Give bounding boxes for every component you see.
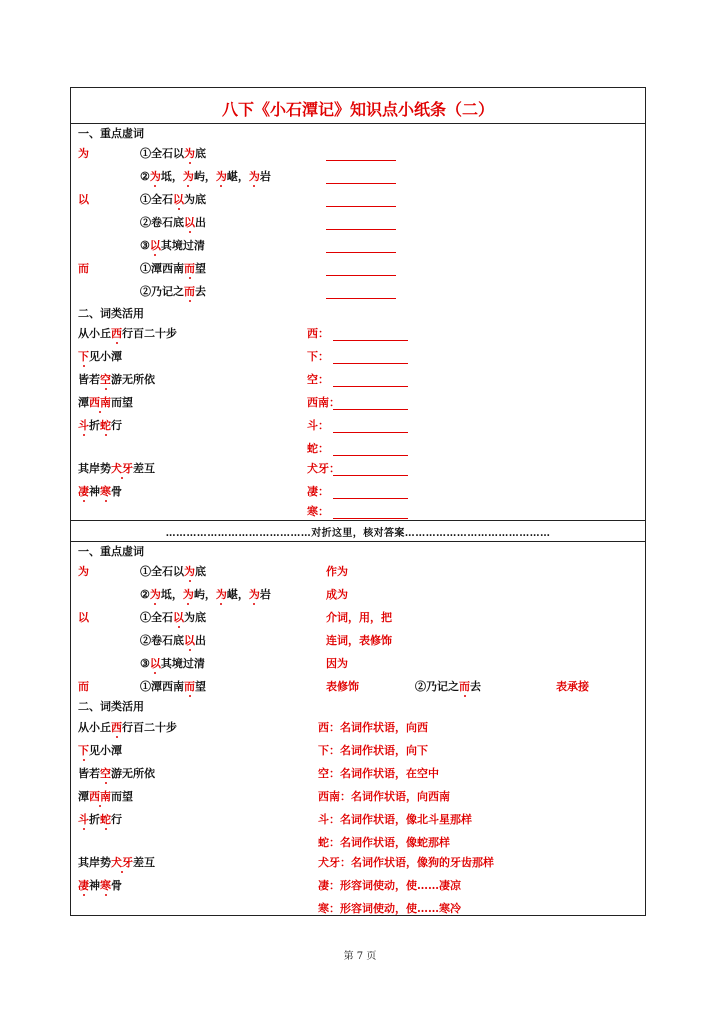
sentence-c6: 其岸势犬牙差互 — [78, 462, 155, 475]
sentence-er-1: ①潭西南而望 — [140, 262, 206, 275]
sentence-c3: 皆若空游无所依 — [78, 767, 155, 780]
answer-text: 斗：名词作状语，像北斗星那样 — [318, 813, 472, 826]
answer-blank[interactable] — [333, 432, 408, 433]
answer-blank[interactable] — [333, 455, 408, 456]
sentence-c5: 斗折蛇行 — [78, 813, 122, 826]
answer-text: 凄：形容词使动，使……凄凉 — [318, 879, 461, 892]
answer-text: 介词，用，把 — [326, 611, 392, 624]
answer-blank[interactable] — [326, 275, 396, 276]
word-er: 而 — [78, 680, 89, 693]
answer-blank[interactable] — [326, 160, 396, 161]
sentence-c6: 其岸势犬牙差互 — [78, 856, 155, 869]
fold-line-top — [70, 520, 646, 521]
sentence-c1: 从小丘西行百二十步 — [78, 327, 177, 340]
answer-text: 犬牙：名词作状语，像狗的牙齿那样 — [318, 856, 494, 869]
answer-text: 蛇：名词作状语，像蛇那样 — [318, 836, 450, 849]
answer-text: 空：名词作状语，在空中 — [318, 767, 439, 780]
answer-blank[interactable] — [326, 229, 396, 230]
sentence-c7: 凄神寒骨 — [78, 879, 122, 892]
word-er: 而 — [78, 262, 89, 275]
answer-text: 西：名词作状语，向西 — [318, 721, 428, 734]
answer-blank[interactable] — [326, 206, 396, 207]
blank-label: 凄： — [307, 485, 329, 498]
blank-label: 寒： — [307, 505, 329, 518]
answer-blank[interactable] — [333, 363, 408, 364]
sentence-c4: 潭西南而望 — [78, 396, 133, 409]
blank-label: 犬牙： — [307, 462, 340, 475]
answer-blank[interactable] — [333, 498, 408, 499]
answer-text: 表修饰 — [326, 680, 359, 693]
fold-line-bottom — [70, 541, 646, 542]
sentence-c2: 下见小潭 — [78, 744, 122, 757]
word-yi: 以 — [78, 611, 89, 624]
blank-label: 蛇： — [307, 442, 329, 455]
sentence-yi-2: ②卷石底以出 — [140, 634, 206, 647]
fold-instruction: ……………………………………对折这里，核对答案…………………………………… — [165, 528, 551, 539]
answer-blank[interactable] — [333, 386, 408, 387]
sentence-c1: 从小丘西行百二十步 — [78, 721, 177, 734]
answer-text: 下：名词作状语，向下 — [318, 744, 428, 757]
sentence-yi-1: ①全石以为底 — [140, 193, 206, 206]
answer-text: 作为 — [326, 565, 348, 578]
blank-label: 西： — [307, 327, 329, 340]
page-number: 第 7 页 — [343, 951, 377, 962]
word-yi: 以 — [78, 193, 89, 206]
answer-blank[interactable] — [326, 252, 396, 253]
word-wei: 为 — [78, 565, 89, 578]
sentence-c7: 凄神寒骨 — [78, 485, 122, 498]
sentence-yi-3: ③以其境过清 — [140, 657, 205, 670]
sentence-yi-3: ③以其境过清 — [140, 239, 205, 252]
answer-blank[interactable] — [326, 298, 396, 299]
blank-label: 斗： — [307, 419, 329, 432]
sentence-yi-1: ①全石以为底 — [140, 611, 206, 624]
sentence-er-1: ①潭西南而望 — [140, 680, 206, 693]
answer-text: 连词，表修饰 — [326, 634, 392, 647]
blank-label: 西南： — [307, 396, 340, 409]
answer-text: 因为 — [326, 657, 348, 670]
answer-text: 寒：形容词使动，使……寒冷 — [318, 902, 461, 915]
sentence-wei-2: ②为坻，为屿，为嵁，为岩 — [140, 170, 271, 183]
answer-blank[interactable] — [333, 475, 408, 476]
sentence-yi-2: ②卷石底以出 — [140, 216, 206, 229]
word-wei: 为 — [78, 147, 89, 160]
answer-blank[interactable] — [333, 340, 408, 341]
answer-blank[interactable] — [333, 409, 408, 410]
sentence-wei-1: ①全石以为底 — [140, 565, 206, 578]
answer-blank[interactable] — [333, 518, 408, 519]
answer-blank[interactable] — [326, 183, 396, 184]
sentence-c2: 下见小潭 — [78, 350, 122, 363]
section-heading-function-words: 一、重点虚词 — [78, 127, 144, 140]
sentence-er-2: ②乃记之而去 — [415, 680, 481, 693]
blank-label: 下： — [307, 350, 329, 363]
answer-text: 成为 — [326, 588, 348, 601]
sentence-wei-2: ②为坻，为屿，为嵁，为岩 — [140, 588, 271, 601]
title-divider — [70, 123, 646, 124]
section-heading-word-class: 二、词类活用 — [78, 307, 144, 320]
sentence-er-2: ②乃记之而去 — [140, 285, 206, 298]
sentence-c5: 斗折蛇行 — [78, 419, 122, 432]
answer-text: 表承接 — [556, 680, 589, 693]
sentence-wei-1: ①全石以为底 — [140, 147, 206, 160]
sentence-c3: 皆若空游无所依 — [78, 373, 155, 386]
section-heading-function-words: 一、重点虚词 — [78, 545, 144, 558]
page-title: 八下《小石潭记》知识点小纸条（二） — [221, 100, 494, 119]
sentence-c4: 潭西南而望 — [78, 790, 133, 803]
answer-text: 西南：名词作状语，向西南 — [318, 790, 450, 803]
section-heading-word-class: 二、词类活用 — [78, 700, 144, 713]
blank-label: 空： — [307, 373, 329, 386]
